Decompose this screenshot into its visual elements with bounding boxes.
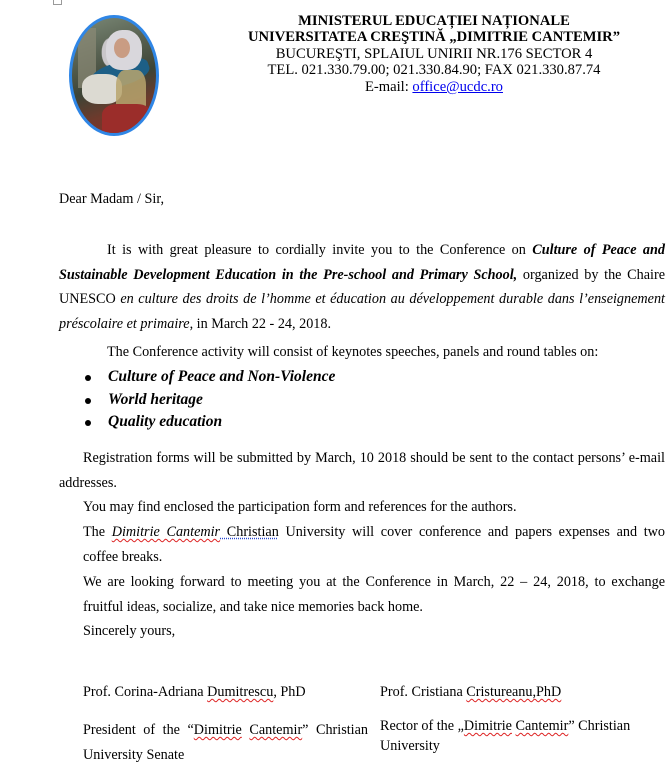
looking-forward-paragraph: We are looking forward to meeting you at the Conference in March, 22 – 24, 2018, to exchange fruitful ideas, socialize, and take nice memories back home. xyxy=(83,574,665,615)
signatory-1-surname: Dumitrescu xyxy=(207,684,274,700)
topic-item xyxy=(82,366,335,389)
intro-paragraph xyxy=(59,238,665,336)
topic-label: Culture of Peace and Non-Violence xyxy=(108,368,336,385)
signatory-2-role xyxy=(380,716,650,756)
email-label: E-mail: xyxy=(365,78,413,95)
signatory-1-name xyxy=(83,680,306,705)
chair-name: en culture des droits de l’homme et éducation au développement durable dans l’enseignement préscolaire et primaire xyxy=(59,291,665,332)
signatory-2-role-name2: Cantemir xyxy=(515,718,569,734)
expenses-paragraph xyxy=(83,520,665,569)
email-link[interactable]: office@ucdc.ro xyxy=(412,78,503,95)
activity-paragraph: The Conference activity will consist of keynotes speeches, panels and round tables on: xyxy=(107,344,599,360)
closing: Sincerely yours, xyxy=(83,623,176,639)
signatory-1-role-prefix: President of the “ xyxy=(83,722,194,738)
email-line xyxy=(200,79,668,95)
university-logo-portrait xyxy=(69,15,159,136)
topics-list xyxy=(82,366,335,434)
signatory-1-role-name1: Dimitrie xyxy=(193,722,242,738)
topic-label: World heritage xyxy=(108,390,203,408)
university-name: UNIVERSITATEA CREŞTINĂ „DIMITRIE CANTEMIR” xyxy=(247,29,621,46)
intro-text-2: organized by the Chaire UNESCO xyxy=(59,266,665,308)
topic-item xyxy=(82,389,335,412)
salutation: Dear Madam / Sir, xyxy=(59,191,165,207)
signatory-2-name xyxy=(380,680,561,705)
expenses-text-1: The xyxy=(83,524,112,540)
bullet-icon xyxy=(85,420,91,426)
signatory-1-title: , PhD xyxy=(273,684,306,700)
signatory-2-surname: Cristureanu,PhD xyxy=(466,684,562,700)
signatory-2-role-prefix: Rector of the „ xyxy=(380,718,464,734)
signatory-1-role xyxy=(83,718,368,767)
bullet-icon xyxy=(85,398,91,404)
topic-item xyxy=(82,411,335,434)
topic-label: Quality education xyxy=(108,413,223,430)
university-name-italic: Dimitrie Cantemir xyxy=(111,524,221,540)
signatory-2-name-prefix: Prof. Cristiana xyxy=(380,684,467,700)
phone-fax: TEL. 021.330.79.00; 021.330.84.90; FAX 021.330.87.74 xyxy=(267,62,601,79)
signatory-1-role-name2: Cantemir xyxy=(249,722,303,738)
address: BUCUREŞTI, SPLAIUL UNIRII NR.176 SECTOR 4 xyxy=(275,45,593,62)
intro-text-3: , in March 22 - 24, 2018. xyxy=(189,315,332,332)
logo-robe-detail xyxy=(102,104,152,136)
signatory-1-name-prefix: Prof. Corina-Adriana xyxy=(83,684,208,700)
intro-text-1: It is with great pleasure to cordially invite you to the Conference on xyxy=(107,242,533,258)
signatory-1-role-suffix: ” Christian University Senate xyxy=(83,722,368,763)
registration-paragraph: Registration forms will be submitted by March, 10 2018 should be sent to the contact persons’ e-mail addresses. xyxy=(59,450,665,491)
bullet-icon xyxy=(85,375,91,381)
letterhead xyxy=(200,13,668,95)
logo-face-detail xyxy=(114,38,130,58)
enclosed-paragraph: You may find enclosed the participation form and references for the authors. xyxy=(83,499,517,515)
conference-title: Culture of Peace and Sustainable Development Education in the Pre-school and Primary School, xyxy=(59,242,665,283)
signatory-2-role-suffix: ” Christian University xyxy=(380,718,631,754)
signatory-2-role-name1: Dimitrie xyxy=(463,718,512,734)
expenses-text-2: University will cover conference and papers expenses and two coffee breaks. xyxy=(83,524,666,565)
christian-word: Christian xyxy=(220,524,279,540)
paragraph-anchor-mark xyxy=(53,0,62,5)
ministry-name: MINISTERUL EDUCAȚIEI NAȚIONALE xyxy=(298,13,570,29)
